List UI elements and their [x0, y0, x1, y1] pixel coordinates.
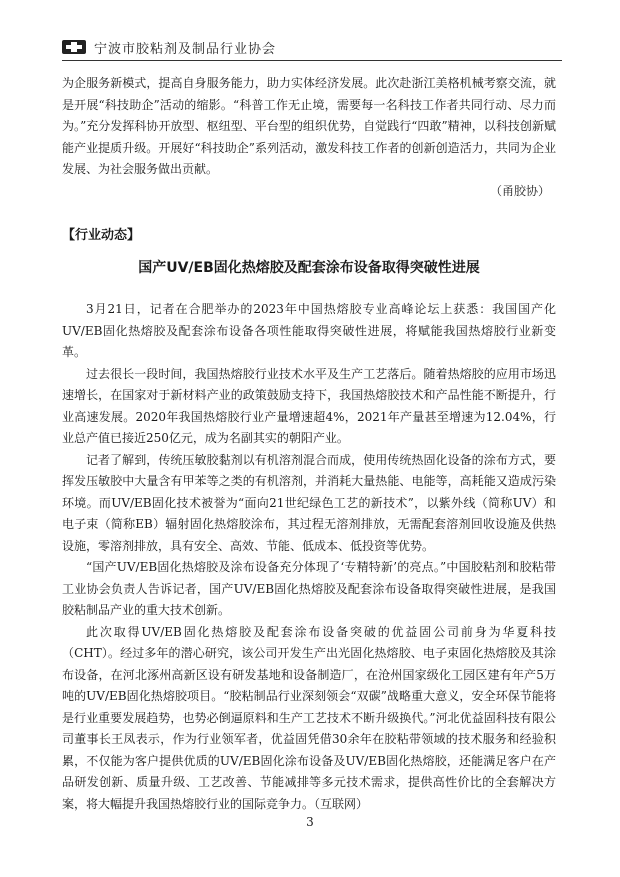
article-paragraph: “国产UV/EB固化热熔胶及涂布设备充分体现了‘专精特新’的亮点。”中国胶粘剂和胶粘带工业协会负责人告诉记者，国产UV/EB固化热熔胶及配套涂布设备取得突破性进展，是我国胶粘制品产业的重大技术创新。	[62, 560, 556, 617]
header-rule	[62, 60, 562, 61]
prev-article-paragraph: 为企服务新模式，提高自身服务能力，助力实体经济发展。此次赴浙江美格机械考察交流，就是开展“科技助企”活动的缩影。“科普工作无止境，需要每一名科技工作者共同行动、尽力而为。”充分发挥科协开放型、枢纽型、平台型的组织优势，自觉践行“四敢”精神，以科技创新赋能产业提质升级。开展好“科技助企”系列活动，激发科技工作者的创新创造活力，共同为企业发展、为社会服务做出贡献。	[62, 76, 556, 176]
header-title: 宁波市胶粘剂及制品行业协会	[94, 41, 277, 57]
association-logo-icon	[62, 40, 86, 54]
article-paragraph	[62, 622, 556, 816]
page-header	[62, 36, 562, 58]
article-source: （互联网）	[314, 796, 369, 811]
page-content	[62, 73, 556, 815]
article-paragraph: 过去很长一段时间，我国热熔胶行业技术水平及生产工艺落后。随着热熔胶的应用市场迅速增长，在国家对于新材料产业的政策鼓励支持下，我国热熔胶技术和产品性能不断提升，行业高速发展。2020年我国热熔胶行业产量增速超4%，2021年产量甚至增速为12.04%，行业总产值已接近250亿元，成为名副其实的朝阳产业。	[62, 366, 556, 445]
article-paragraph-text: 此次取得UV/EB固化热熔胶及配套涂布设备突破的优益固公司前身为华夏科技（CHT）。经过多年的潜心研究，该公司开发生产出光固化热熔胶、电子束固化热熔胶及其涂布设备，在河北涿州高新区设有研发基地和设备制造厂，在沧州国家级化工园区建有年产5万吨的UV/EB固化热熔胶项目。“胶粘制品行业深刻领会“双碳”战略重大意义，安全环保节能将是行业重要发展趋势，也势必倒逼原料和生产工艺技术不断升级换代。”河北优益固科技有限公司董事长王凤表示，作为行业领军者，优益固凭借30余年在胶粘带领域的技术服务和经验积累，不仅能为客户提供优质的UV/EB固化涂布设备及UV/EB固化热熔胶，还能满足客户在产品研发创新、质量升级、工艺改善、节能减排等多元技术需求，提供高性价比的全套解决方案，将大幅提升我国热熔胶行业的国际竞争力。	[62, 624, 556, 811]
page-number: 3	[306, 815, 314, 829]
article-paragraph: 3月21日，记者在合肥举办的2023年中国热熔胶专业高峰论坛上获悉：我国国产化UV/EB固化热熔胶及配套涂布设备各项性能取得突破性进展，将赋能我国热熔胶行业新变革。	[62, 302, 556, 359]
article-title: 国产UV/EB固化热熔胶及配套涂布设备取得突破性进展	[138, 260, 480, 276]
article-paragraph: 记者了解到，传统压敏胶黏剂以有机溶剂混合而成，使用传统热固化设备的涂布方式，要挥发压敏胶中大量含有甲苯等之类的有机溶剂，并消耗大量热能、电能等，高耗能又造成污染环境。而UV/EB固化技术被誉为“面向21世纪绿色工艺的新技术”，以紫外线（简称UV）和电子束（简称EB）辐射固化热熔胶涂布，其过程无溶剂排放，无需配套溶剂回收设施及供热设施，零溶剂排放，具有安全、高效、节能、低成本、低投资等优势。	[62, 452, 556, 553]
prev-article-source: （甬胶协）	[489, 183, 550, 198]
section-label: 【行业动态】	[62, 228, 141, 243]
